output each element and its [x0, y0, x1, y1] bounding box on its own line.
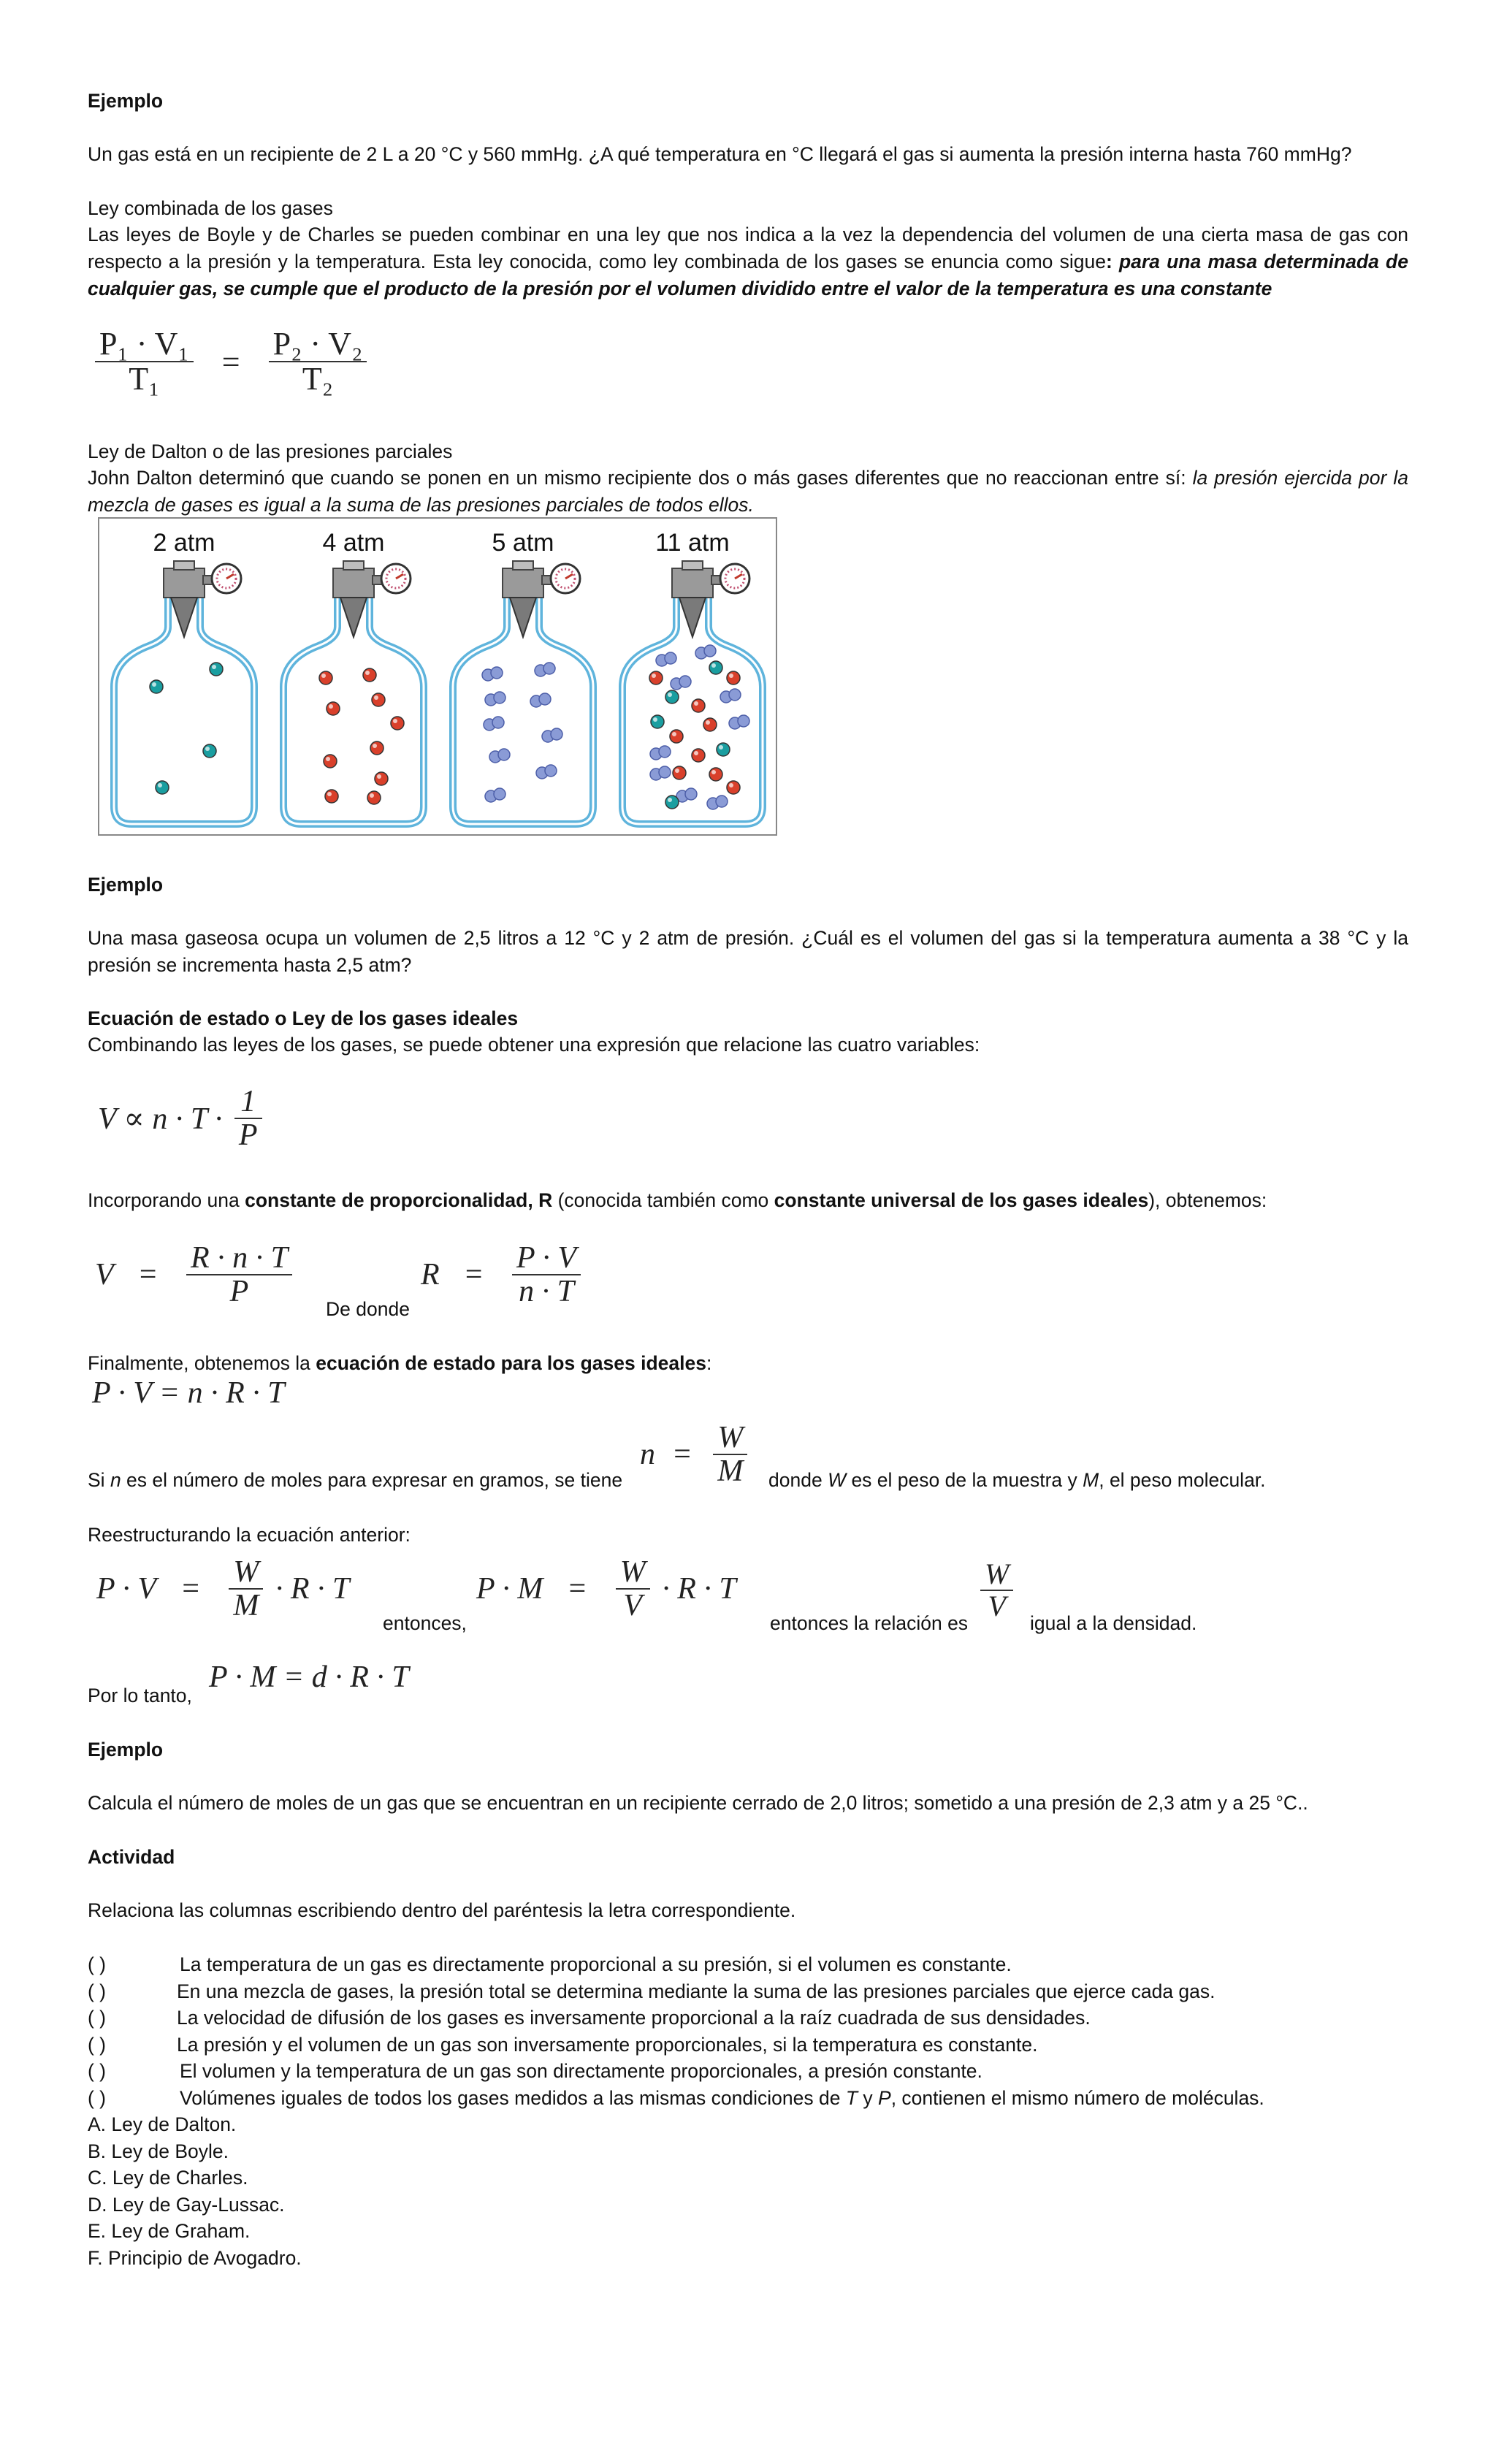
formula-rhs-numerator: P₂ · V₂ [269, 327, 367, 362]
particle-highlight [327, 792, 332, 796]
valve-body [503, 568, 543, 598]
gas-particle [156, 781, 169, 794]
ley-dalton-text: John Dalton determinó que cuando se ponen en un mismo recipiente dos o más gases diferentes que no reaccionan entre sí: [88, 467, 1193, 489]
ley-combinada-colon: : [1105, 251, 1113, 272]
particle-highlight [675, 768, 679, 773]
f2-fraction [616, 1556, 650, 1622]
n-formula-numerator: W [713, 1422, 747, 1455]
finalmente-paragraph [88, 1350, 1408, 1377]
gas-particle [709, 768, 722, 781]
answer-blank[interactable]: ( ) [88, 1980, 107, 2002]
valve-cap [682, 561, 703, 570]
gas-molecule [492, 717, 504, 728]
n-formula-equals: = [671, 1438, 692, 1472]
ley-combinada-emphasis: para una masa determinada de cualquier gas, se cumple que el producto de la presión por el volumen dividido entre el valor de la temperatura es una constante [88, 251, 1408, 300]
gas-particle [727, 781, 740, 794]
reestructurando-text: Reestructurando la ecuación anterior: [88, 1524, 411, 1546]
f1-lhs: P · V [96, 1572, 157, 1606]
v-formula-numerator: R · n · T [186, 1242, 292, 1275]
gas-particle [665, 796, 679, 809]
particle-highlight [653, 717, 657, 722]
pv-wm-formula [96, 1556, 349, 1622]
gas-molecule [679, 676, 691, 687]
formula-equals: = [221, 343, 240, 380]
density-formula: P · M = d · R · T [209, 1660, 409, 1694]
particle-highlight [668, 693, 672, 697]
option-f: F. Principio de Avogadro. [88, 2246, 302, 2269]
gas-particle [319, 671, 332, 684]
ley-combinada-title: Ley combinada de los gases [88, 197, 333, 219]
r-formula [421, 1242, 585, 1308]
r-formula-denominator: n · T [519, 1275, 574, 1309]
gas-particle [665, 690, 679, 703]
matching-item [88, 1951, 1408, 1978]
gas-particle [150, 680, 163, 693]
ideal-gas-formula: P · V = n · R · T [92, 1376, 285, 1410]
entonces-1: entonces, [383, 1612, 467, 1634]
gas-molecule [551, 728, 562, 740]
donde-text [768, 1467, 1266, 1494]
option-d: D. Ley de Gay-Lussac. [88, 2193, 285, 2216]
gas-particle [370, 741, 383, 755]
prop-formula-numerator: 1 [234, 1086, 262, 1119]
gas-particle [717, 743, 730, 756]
n-formula-denominator: M [717, 1454, 744, 1489]
answer-blank[interactable]: ( ) [88, 2060, 107, 2082]
particle-highlight [365, 671, 370, 675]
matching-item-text-post: , contienen el mismo número de moléculas. [890, 2086, 1264, 2109]
matching-item [88, 2058, 1408, 2085]
valve-body [672, 568, 713, 598]
gas-particle [375, 772, 388, 785]
ley-dalton-title: Ley de Dalton o de las presiones parciales [88, 440, 453, 462]
gas-molecule [539, 693, 551, 705]
gas-particle [367, 791, 381, 804]
wv-fraction [976, 1559, 1018, 1622]
si-n: n [110, 1469, 121, 1491]
r-formula-lhs: R [421, 1258, 440, 1292]
heading-ejemplo-2: Ejemplo [88, 874, 164, 896]
bottle-pressure-label: 2 atm [153, 529, 215, 557]
particle-highlight [373, 744, 377, 748]
r-formula-fraction [512, 1242, 581, 1308]
gas-molecule [494, 692, 505, 703]
matching-item-text: En una mezcla de gases, la presión total se determina mediante la suma de las presiones parciales que ejerce cada gas. [177, 1980, 1216, 2002]
f1-rhs: · R · T [275, 1572, 350, 1606]
si-mid: es el número de moles para expresar en gramos, se tiene [121, 1469, 623, 1491]
gas-molecule [738, 715, 749, 727]
matching-item-text: La temperatura de un gas es directamente proporcional a su presión, si el volumen es constante. [180, 1953, 1012, 1975]
f2-denominator: V [623, 1589, 643, 1623]
gas-particle [324, 755, 337, 768]
particle-highlight [393, 719, 397, 723]
ecuacion-estado-title: Ecuación de estado o Ley de los gases ideales [88, 1007, 519, 1029]
matching-item [88, 2005, 1408, 2032]
option-e: E. Ley de Graham. [88, 2220, 251, 2242]
formula-rhs-fraction [269, 327, 367, 396]
particle-highlight [694, 751, 698, 755]
donde-m: M [1083, 1469, 1099, 1491]
dalton-bottles-figure [98, 517, 777, 836]
answer-blank[interactable]: ( ) [88, 1953, 107, 1975]
f3-denominator: V [988, 1590, 1006, 1622]
matching-item-y: y [858, 2086, 878, 2109]
ejemplo-1-text: Un gas está en un recipiente de 2 L a 20 °C y 560 mmHg. ¿A qué temperatura en °C llegará el gas si aumenta la presión interna hasta 760 mmHg? [88, 143, 1352, 165]
v-formula-lhs: V [95, 1258, 114, 1292]
incorporando-paragraph [88, 1187, 1408, 1214]
n-formula-lhs: n [640, 1438, 655, 1472]
matching-item [88, 2032, 1408, 2059]
answer-blank[interactable]: ( ) [88, 2033, 107, 2056]
gas-particle [210, 663, 223, 676]
option-c: C. Ley de Charles. [88, 2167, 248, 2189]
valve-cap [513, 561, 533, 570]
gas-particle [203, 744, 216, 758]
igual-densidad: igual a la densidad. [1030, 1612, 1197, 1634]
valve-cap [174, 561, 194, 570]
matching-item-text-pre: Volúmenes iguales de todos los gases medidos a las mismas condiciones de [180, 2086, 846, 2109]
gas-particle [363, 668, 376, 682]
formula-rhs-denominator: T₂ [302, 361, 334, 397]
proportionality-formula [98, 1086, 267, 1151]
valve-body [164, 568, 205, 598]
por-lo-tanto: Por lo tanto, [88, 1685, 192, 1706]
formula-lhs-numerator: P₁ · V₁ [95, 327, 194, 362]
gas-particle [670, 730, 683, 743]
v-formula [95, 1242, 297, 1308]
donde-post: , el peso molecular. [1099, 1469, 1266, 1491]
option-a: A. Ley de Dalton. [88, 2113, 237, 2135]
si-pre: Si [88, 1469, 110, 1491]
f2-lhs: P · M [476, 1572, 543, 1606]
heading-actividad: Actividad [88, 1846, 175, 1868]
answer-blank[interactable]: ( ) [88, 2086, 107, 2109]
particle-highlight [711, 663, 716, 668]
incorporando-pre: Incorporando una [88, 1189, 245, 1211]
gas-molecule [685, 788, 697, 800]
gas-particle [327, 702, 340, 715]
matching-item [88, 2085, 1408, 2112]
particle-highlight [672, 732, 676, 736]
constante-proporcionalidad: constante de proporcionalidad, R [245, 1189, 553, 1211]
donde-pre: donde [768, 1469, 828, 1491]
n-formula-fraction [713, 1422, 747, 1487]
prop-formula-denominator: P [238, 1118, 258, 1153]
matching-item-p: P [878, 2086, 891, 2109]
ley-combinada-text: Las leyes de Boyle y de Charles se pueden combinar en una ley que nos indica a la vez la dependencia del volumen de una cierta masa de gas con respecto a la presión y la temperatura. Esta ley conocida, como ley combinada de los gases se enuncia como sigue [88, 224, 1408, 272]
constante-universal: constante universal de los gases ideales [774, 1189, 1149, 1211]
prop-formula-fraction [234, 1086, 262, 1151]
particle-highlight [729, 674, 733, 678]
particle-highlight [321, 674, 326, 678]
particle-highlight [152, 682, 156, 687]
heading-ejemplo-1: Ejemplo [88, 90, 164, 112]
valve-body [333, 568, 374, 598]
ley-combinada-paragraph [88, 221, 1408, 302]
gas-molecule [665, 652, 676, 664]
gas-particle [649, 671, 663, 684]
r-formula-numerator: P · V [512, 1242, 581, 1275]
gas-molecule [729, 689, 741, 701]
heading-ejemplo-3: Ejemplo [88, 1739, 164, 1761]
matching-item-t: T [845, 2086, 858, 2109]
particle-highlight [212, 665, 216, 669]
particle-highlight [158, 783, 162, 787]
n-formula [640, 1422, 752, 1487]
si-n-text [88, 1467, 622, 1494]
v-formula-equals: = [137, 1258, 159, 1292]
ejemplo-2-text: Una masa gaseosa ocupa un volumen de 2,5 litros a 12 °C y 2 atm de presión. ¿Cuál es el volumen del gas si la temperatura aumenta a 38 °C y la presión se incrementa hasta 2,5 atm? [88, 927, 1408, 976]
matching-column-list [88, 1951, 1408, 2271]
f1-fraction [229, 1556, 263, 1622]
f2-equals: = [566, 1572, 588, 1606]
option-b: B. Ley de Boyle. [88, 2140, 229, 2162]
ley-dalton-emphasis: la presión ejercida por la mezcla de gases es igual a la suma de las presiones parciales de todos ellos. [88, 467, 1409, 516]
particle-highlight [377, 774, 381, 779]
f2-numerator: W [616, 1556, 650, 1590]
particle-highlight [706, 720, 710, 725]
entonces-2: entonces la relación es [770, 1612, 969, 1634]
f3-fraction [980, 1559, 1013, 1622]
formula-lhs-denominator: T₁ [129, 361, 160, 397]
gas-particle [391, 717, 404, 730]
gas-molecule [659, 746, 671, 758]
ecuacion-estado-bold: ecuación de estado para los gases ideales [316, 1352, 706, 1374]
bottle-pressure-label: 4 atm [322, 529, 385, 557]
finalmente-pre: Finalmente, obtenemos la [88, 1352, 316, 1374]
f3-numerator: W [980, 1559, 1013, 1591]
matching-item-text: El volumen y la temperatura de un gas son directamente proporcionales, a presión constante. [180, 2060, 982, 2082]
gas-particle [651, 715, 664, 728]
particle-highlight [668, 798, 672, 802]
gas-particle [692, 699, 705, 712]
particle-highlight [329, 704, 333, 709]
combined-gas-law-formula [91, 327, 371, 396]
incorporando-post: ), obtenemos: [1148, 1189, 1267, 1211]
f1-numerator: W [229, 1556, 263, 1590]
particle-highlight [374, 695, 378, 700]
gas-molecule [659, 766, 671, 778]
gas-molecule [494, 788, 505, 800]
answer-blank[interactable]: ( ) [88, 2007, 107, 2029]
matching-item-text: La velocidad de difusión de los gases es inversamente proporcional a la raíz cuadrada de sus densidades. [177, 2007, 1091, 2029]
particle-highlight [729, 783, 733, 787]
f1-denominator: M [233, 1589, 259, 1623]
f2-rhs: · R · T [662, 1572, 736, 1606]
ley-dalton-paragraph [88, 465, 1408, 519]
particle-highlight [370, 793, 374, 798]
gas-particle [703, 718, 717, 731]
ejemplo-3-text: Calcula el número de moles de un gas que se encuentran en un recipiente cerrado de 2,0 litros; sometido a una presión de 2,3 atm y a 25 °C.. [88, 1792, 1308, 1814]
matching-item [88, 1978, 1408, 2005]
pm-wv-formula [476, 1556, 736, 1622]
f1-equals: = [180, 1572, 201, 1606]
gas-particle [372, 693, 385, 706]
gas-particle [692, 749, 705, 762]
v-formula-fraction [186, 1242, 292, 1308]
donde-mid: es el peso de la muestra y [846, 1469, 1083, 1491]
gas-particle [325, 790, 338, 803]
gas-particle [727, 671, 740, 684]
actividad-instructions: Relaciona las columnas escribiendo dentro del paréntesis la letra correspondiente. [88, 1899, 796, 1921]
gas-molecule [491, 667, 503, 679]
particle-highlight [694, 701, 698, 706]
gas-molecule [498, 749, 510, 760]
valve-cap [343, 561, 364, 570]
donde-w: W [828, 1469, 847, 1491]
figure-frame [99, 518, 776, 835]
prop-formula-lhs: V ∝ n · T · [98, 1102, 223, 1137]
gas-molecule [716, 796, 728, 807]
ecuacion-estado-text: Combinando las leyes de los gases, se puede obtener una expresión que relacione las cuatro variables: [88, 1034, 980, 1056]
particle-highlight [719, 745, 723, 750]
bottle-pressure-label: 11 atm [655, 529, 730, 557]
r-formula-equals: = [463, 1258, 484, 1292]
bottle-pressure-label: 5 atm [492, 529, 554, 557]
v-formula-denominator: P [229, 1275, 249, 1309]
gas-particle [673, 766, 686, 779]
particle-highlight [326, 757, 330, 761]
formula-lhs-fraction [95, 327, 194, 396]
incorporando-mid: (conocida también como [552, 1189, 774, 1211]
particle-highlight [205, 747, 210, 751]
de-donde-label: De donde [326, 1298, 410, 1320]
gas-particle [709, 661, 722, 674]
gas-molecule [545, 765, 557, 777]
matching-item-text: La presión y el volumen de un gas son inversamente proporcionales, si la temperatura es constante. [177, 2033, 1038, 2056]
particle-highlight [711, 770, 716, 774]
finalmente-post: : [706, 1352, 712, 1374]
gas-molecule [704, 645, 716, 657]
particle-highlight [652, 674, 656, 678]
gas-molecule [543, 663, 555, 674]
